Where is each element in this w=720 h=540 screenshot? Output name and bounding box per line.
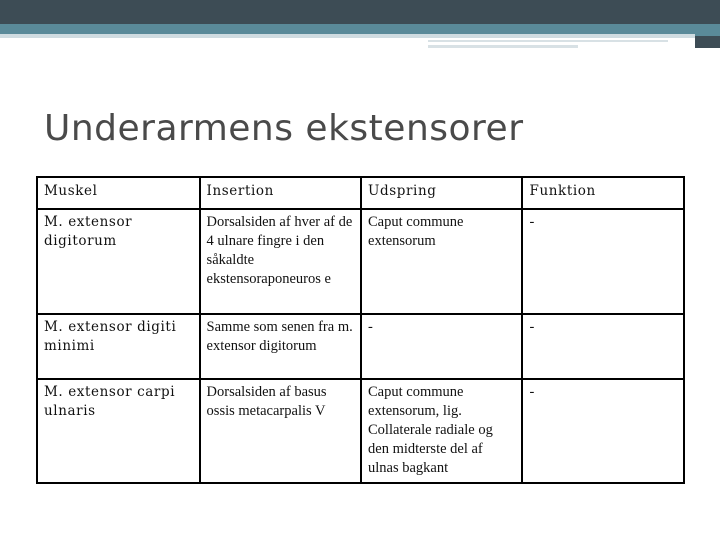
header-bar-end-block [695, 0, 720, 48]
slide-title: Underarmens ekstensorer [44, 108, 524, 149]
header-bar-dark [0, 0, 720, 24]
cell-funktion: - [522, 209, 684, 314]
column-header-udspring: Udspring [361, 177, 522, 209]
table-row [37, 379, 684, 483]
cell-muskel: M. extensor carpi ulnaris [37, 379, 200, 483]
cell-udspring: - [361, 314, 522, 379]
cell-funktion: - [522, 379, 684, 483]
table-row [37, 209, 684, 314]
table-header-row [37, 177, 684, 209]
header-accent-line [428, 45, 578, 48]
cell-funktion: - [522, 314, 684, 379]
cell-insertion: Samme som senen fra m. extensor digitorum [200, 314, 361, 379]
cell-udspring: Caput commune extensorum, lig. Collaterale radiale og den midterste del af ulnas bagkant [361, 379, 522, 483]
column-header-insertion: Insertion [200, 177, 361, 209]
header-bar-teal [0, 24, 720, 34]
header-bar-light [0, 34, 720, 38]
cell-muskel: M. extensor digitorum [37, 209, 200, 314]
column-header-muskel: Muskel [37, 177, 200, 209]
cell-udspring: Caput commune extensorum [361, 209, 522, 314]
header-accent-line [428, 40, 668, 42]
cell-insertion: Dorsalsiden af basus ossis metacarpalis V [200, 379, 361, 483]
cell-insertion: Dorsalsiden af hver af de 4 ulnare fingre i den såkaldte ekstensoraponeuros e [200, 209, 361, 314]
cell-muskel: M. extensor digiti minimi [37, 314, 200, 379]
column-header-funktion: Funktion [522, 177, 684, 209]
muscle-table [36, 176, 685, 484]
table-row [37, 314, 684, 379]
